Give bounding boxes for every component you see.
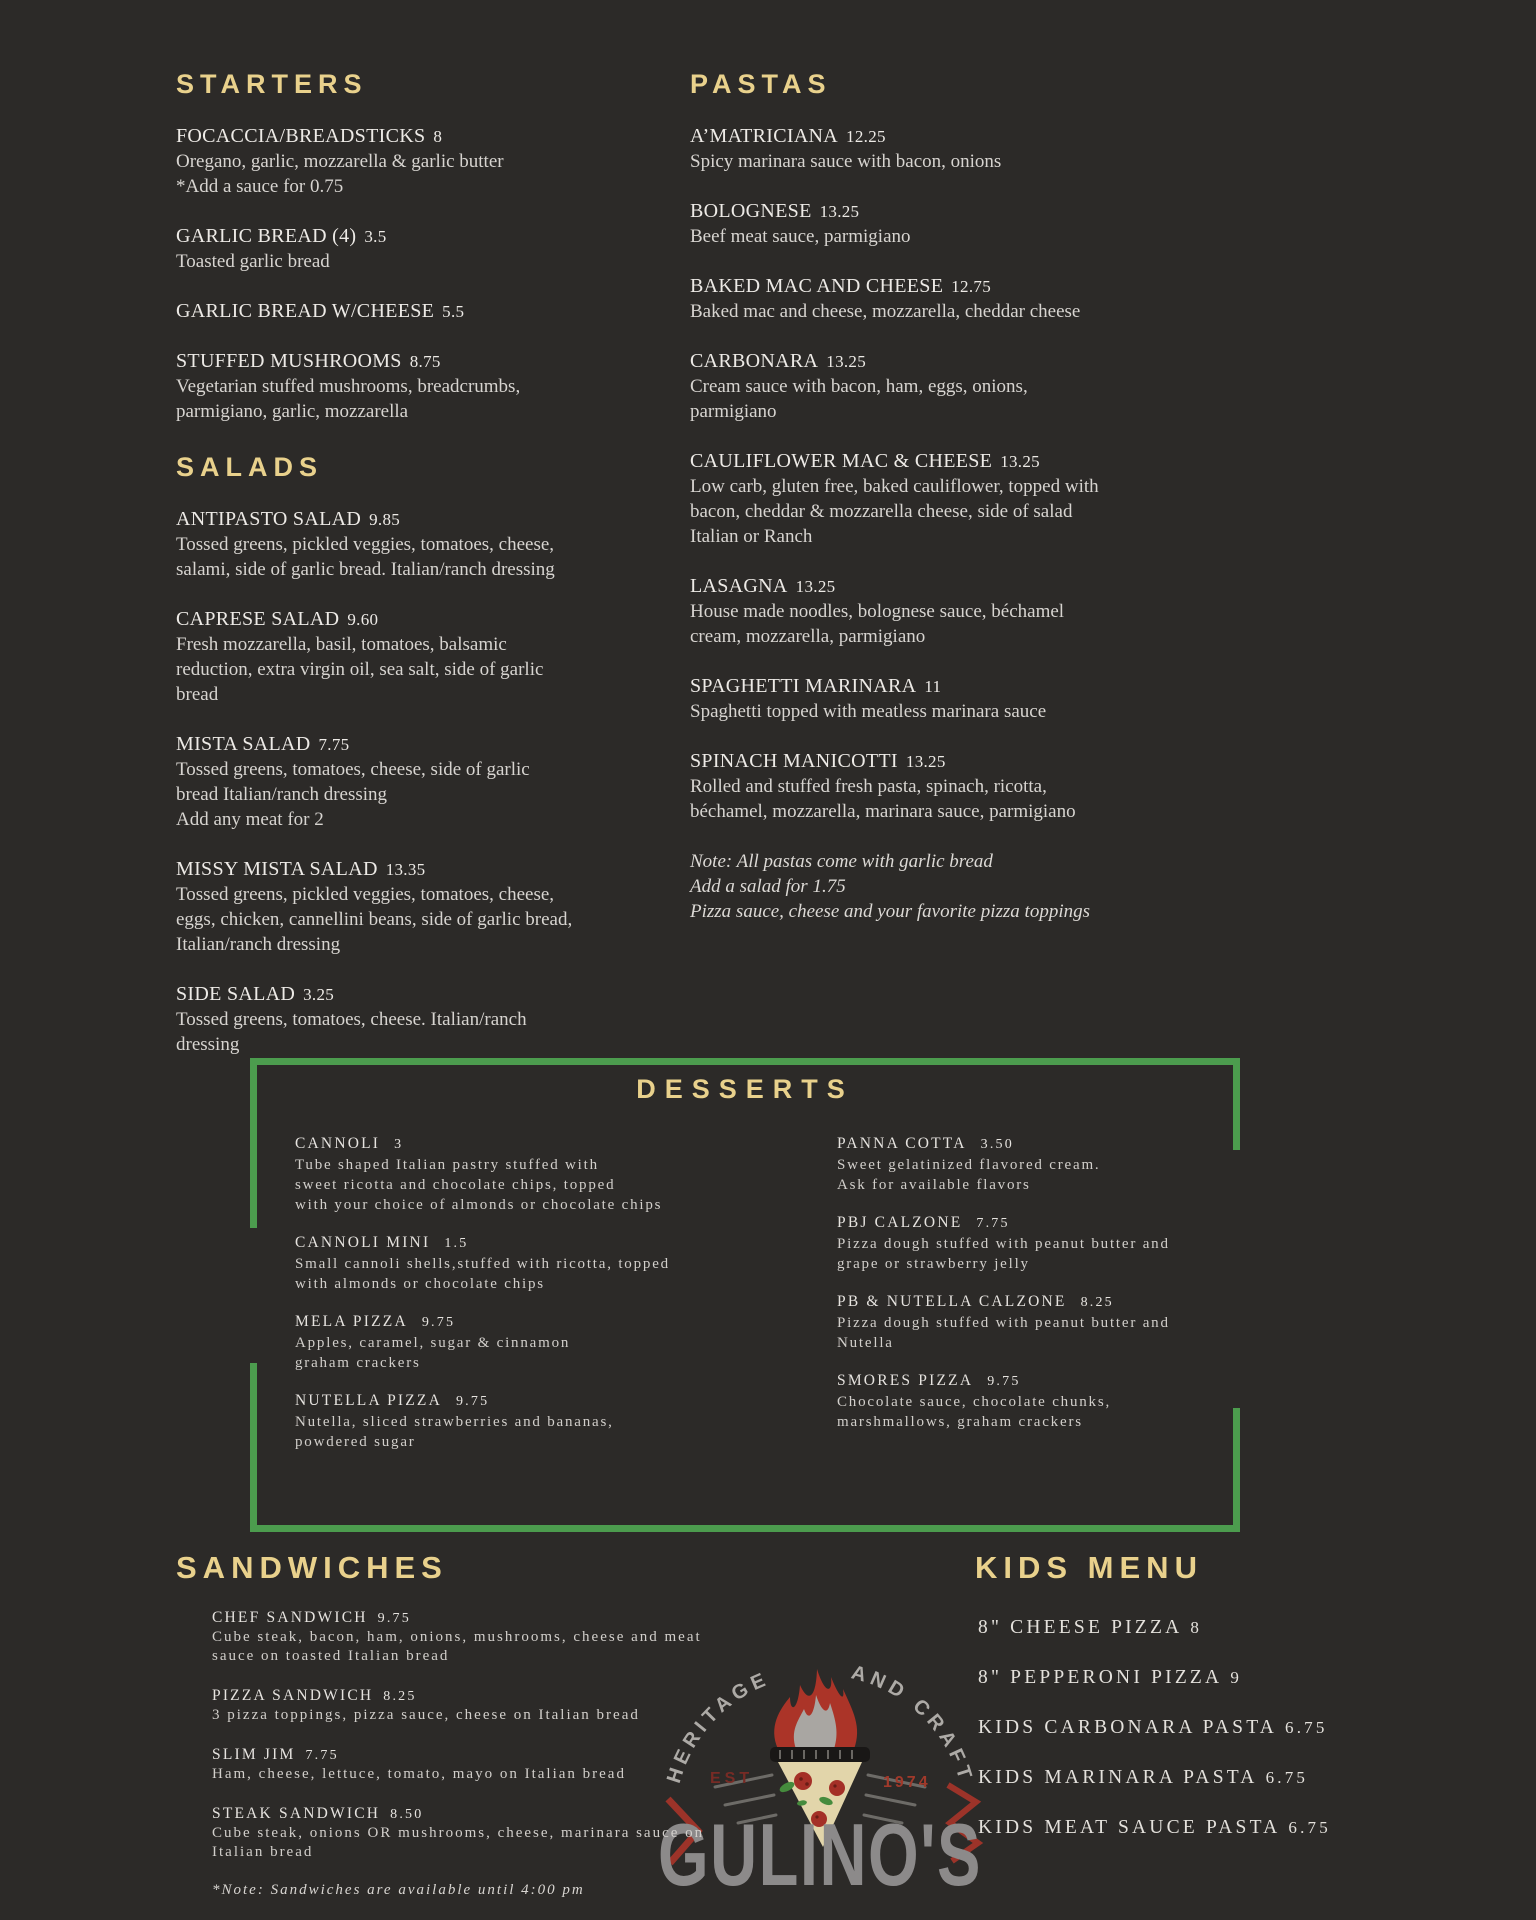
item-name: PB & NUTELLA CALZONE <box>837 1293 1067 1310</box>
item-name: FOCACCIA/BREADSTICKS <box>176 125 426 147</box>
item-name: PBJ CALZONE <box>837 1214 963 1231</box>
item-desc <box>837 1313 1220 1353</box>
left-column <box>176 66 681 1082</box>
item-desc <box>690 149 1268 174</box>
item-desc-line: Add any meat for 2 <box>176 809 324 830</box>
item-title <box>978 1716 1475 1740</box>
pastas-list <box>690 124 1268 824</box>
item-price: 12.25 <box>846 127 886 146</box>
item-desc <box>837 1234 1220 1274</box>
item-desc <box>176 249 681 274</box>
menu-item <box>978 1716 1475 1740</box>
item-desc-line: Baked mac and cheese, mozzarella, cheddar cheese <box>690 301 1081 322</box>
desserts-border-top <box>250 1058 1240 1065</box>
menu-item <box>212 1686 796 1725</box>
item-desc-line: salami, side of garlic bread. Italian/ranch dressing <box>176 559 555 580</box>
item-name: NUTELLA PIZZA <box>295 1392 442 1409</box>
item-name: BOLOGNESE <box>690 200 812 222</box>
item-name: SMORES PIZZA <box>837 1372 974 1389</box>
item-desc-line: Spicy marinara sauce with bacon, onions <box>690 151 1002 172</box>
item-price: 6.75 <box>1285 1718 1328 1737</box>
item-price: 9.85 <box>369 510 401 529</box>
item-price: 13.25 <box>1000 452 1040 471</box>
item-name: CANNOLI MINI <box>295 1234 431 1251</box>
item-price: 1.5 <box>444 1236 469 1251</box>
kids-menu-heading: KIDS MENU <box>975 1550 1203 1585</box>
item-desc-line: Spaghetti topped with meatless marinara sauce <box>690 701 1047 722</box>
item-price: 5.5 <box>442 302 465 321</box>
item-name: SIDE SALAD <box>176 983 296 1005</box>
item-desc-line: sweet ricotta and chocolate chips, topped <box>295 1177 616 1193</box>
item-title <box>176 224 681 249</box>
item-title <box>837 1134 1220 1155</box>
item-desc <box>690 299 1268 324</box>
item-desc-line: grape or strawberry jelly <box>837 1256 1030 1272</box>
item-desc-line: *Add a sauce for 0.75 <box>176 176 344 197</box>
logo-arc-left-text: HERITAGE <box>662 1667 774 1786</box>
item-desc-line: Rolled and stuffed fresh pasta, spinach, ricotta, <box>690 776 1047 797</box>
item-title <box>978 1766 1475 1790</box>
desserts-right-list <box>837 1134 1220 1470</box>
sandwiches-list <box>212 1608 796 1862</box>
item-title <box>690 574 1268 599</box>
menu-item <box>690 124 1268 174</box>
item-desc-line: Small cannoli shells,stuffed with ricotta, topped <box>295 1256 670 1272</box>
item-name: PIZZA SANDWICH <box>212 1687 374 1704</box>
item-title <box>176 982 681 1007</box>
logo-est-text: EST <box>710 1770 754 1787</box>
menu-item <box>176 507 681 582</box>
item-title <box>176 857 681 882</box>
salads-heading: SALADS <box>176 452 324 482</box>
item-desc-line: 3 pizza toppings, pizza sauce, cheese on Italian bread <box>212 1707 640 1723</box>
menu-item <box>176 224 681 274</box>
item-desc <box>176 882 681 957</box>
item-desc-line: Pizza dough stuffed with peanut butter and <box>837 1315 1170 1331</box>
item-price: 6.75 <box>1288 1818 1331 1837</box>
item-name: SPINACH MANICOTTI <box>690 750 898 772</box>
item-name: CHEF SANDWICH <box>212 1609 368 1626</box>
item-price: 9.75 <box>421 1315 456 1330</box>
item-desc <box>176 1007 681 1057</box>
pastas-heading: PASTAS <box>690 69 832 99</box>
item-desc <box>176 632 681 707</box>
item-desc <box>295 1412 837 1452</box>
item-desc-line: Italian/ranch dressing <box>176 934 341 955</box>
item-desc-line: Nutella, sliced strawberries and bananas, <box>295 1414 614 1430</box>
item-desc-line: Tube shaped Italian pastry stuffed with <box>295 1157 599 1173</box>
menu-item <box>212 1804 796 1862</box>
item-name: 8" PEPPERONI PIZZA <box>978 1667 1223 1688</box>
item-title <box>690 349 1268 374</box>
item-desc-line: Sweet gelatinized flavored cream. <box>837 1157 1101 1173</box>
item-title <box>176 732 681 757</box>
item-desc-line: Pizza dough stuffed with peanut butter and <box>837 1236 1170 1252</box>
item-desc-line: bread Italian/ranch dressing <box>176 784 388 805</box>
item-desc-line: Fresh mozzarella, basil, tomatoes, balsamic <box>176 634 507 655</box>
item-desc-line: with your choice of almonds or chocolate chips <box>295 1197 663 1213</box>
item-title <box>837 1371 1220 1392</box>
item-price: 8 <box>433 127 443 146</box>
item-price: 3.5 <box>364 227 387 246</box>
menu-item <box>176 982 681 1057</box>
item-desc-line: Low carb, gluten free, baked cauliflower, topped with <box>690 476 1099 497</box>
menu-item <box>837 1213 1220 1274</box>
note-line: Pizza sauce, cheese and your favorite pizza toppings <box>690 901 1091 922</box>
item-name: A’MATRICIANA <box>690 125 839 147</box>
item-desc-line: Chocolate sauce, chocolate chunks, <box>837 1394 1112 1410</box>
item-price: 9.60 <box>347 610 379 629</box>
kids-menu-section <box>975 1548 1475 1866</box>
desserts-heading: DESSERTS <box>636 1074 854 1104</box>
item-name: KIDS MEAT SAUCE PASTA <box>978 1817 1281 1838</box>
sandwiches-note: *Note: Sandwiches are available until 4:00 pm <box>212 1882 585 1898</box>
item-price: 13.25 <box>905 752 946 771</box>
item-price: 13.25 <box>795 577 836 596</box>
item-name: KIDS MARINARA PASTA <box>978 1767 1258 1788</box>
item-name: MISTA SALAD <box>176 733 311 755</box>
item-desc-line: bacon, cheddar & mozzarella cheese, side of salad <box>690 501 1073 522</box>
item-name: CANNOLI <box>295 1135 381 1152</box>
menu-item <box>295 1233 837 1294</box>
desserts-section <box>250 1058 1240 1532</box>
item-name: SPAGHETTI MARINARA <box>690 675 917 697</box>
item-desc <box>212 1706 796 1725</box>
item-title <box>176 349 681 374</box>
desserts-left-list <box>295 1134 837 1470</box>
item-price: 13.35 <box>385 860 426 879</box>
item-desc-line: cream, mozzarella, parmigiano <box>690 626 926 647</box>
menu-item <box>690 449 1268 549</box>
item-desc <box>690 599 1268 649</box>
note-line: Add a salad for 1.75 <box>690 876 846 897</box>
item-price: 8.25 <box>1080 1295 1114 1310</box>
item-title <box>690 449 1268 474</box>
item-name: CAPRESE SALAD <box>176 608 340 630</box>
item-desc <box>837 1155 1220 1195</box>
menu-item <box>295 1391 837 1452</box>
item-title <box>690 749 1268 774</box>
item-desc-line: with almonds or chocolate chips <box>295 1276 545 1292</box>
item-title <box>176 124 681 149</box>
note-line: Note: All pastas come with garlic bread <box>690 851 993 872</box>
item-desc <box>212 1765 796 1784</box>
right-column <box>690 66 1268 924</box>
item-name: SLIM JIM <box>212 1746 296 1763</box>
item-title <box>690 674 1268 699</box>
item-desc <box>176 149 681 199</box>
menu-item <box>978 1766 1475 1790</box>
item-name: CAULIFLOWER MAC & CHEESE <box>690 450 993 472</box>
item-price: 9.75 <box>377 1611 411 1626</box>
item-name: 8" CHEESE PIZZA <box>978 1617 1183 1638</box>
item-desc <box>295 1254 837 1294</box>
item-price: 9 <box>1230 1668 1243 1687</box>
item-price: 3.50 <box>980 1137 1014 1152</box>
item-desc <box>176 532 681 582</box>
kids-menu-list <box>978 1616 1475 1840</box>
item-desc-line: Ham, cheese, lettuce, tomato, mayo on Italian bread <box>212 1766 626 1782</box>
item-desc-line: graham crackers <box>295 1355 421 1371</box>
pastas-note <box>690 849 1268 924</box>
logo-arc-right-text: AND CRAFT <box>848 1661 978 1787</box>
item-desc-line: Tossed greens, tomatoes, cheese. Italian/ranch <box>176 1009 527 1030</box>
item-name: LASAGNA <box>690 575 788 597</box>
item-name: MELA PIZZA <box>295 1313 408 1330</box>
menu-item <box>837 1292 1220 1353</box>
item-desc <box>690 699 1268 724</box>
item-price: 12.75 <box>951 277 991 296</box>
item-name: BAKED MAC AND CHEESE <box>690 275 944 297</box>
item-name: GARLIC BREAD W/CHEESE <box>176 300 435 322</box>
item-desc-line: béchamel, mozzarella, marinara sauce, parmigiano <box>690 801 1076 822</box>
item-price: 8 <box>1190 1618 1203 1637</box>
menu-item <box>978 1666 1475 1690</box>
item-title <box>295 1233 837 1254</box>
menu-item <box>176 607 681 707</box>
item-desc <box>295 1155 837 1215</box>
item-price: 9.75 <box>987 1374 1021 1389</box>
item-price: 7.75 <box>976 1216 1010 1231</box>
menu-item <box>837 1134 1220 1195</box>
item-desc <box>176 757 681 832</box>
item-desc-line: Toasted garlic bread <box>176 251 330 272</box>
item-desc-line: parmigiano, garlic, mozzarella <box>176 401 409 422</box>
item-desc-line: marshmallows, graham crackers <box>837 1414 1083 1430</box>
item-desc <box>690 474 1268 549</box>
item-title <box>690 274 1268 299</box>
item-desc-line: sauce on toasted Italian bread <box>212 1648 450 1664</box>
item-price: 8.50 <box>390 1807 424 1822</box>
menu-item <box>212 1608 796 1666</box>
item-desc <box>295 1333 837 1373</box>
item-desc-line: Italian bread <box>212 1844 314 1860</box>
item-desc-line: Ask for available flavors <box>837 1177 1031 1193</box>
menu-item <box>176 124 681 199</box>
desserts-border-left-upper <box>250 1058 257 1228</box>
item-desc-line: Cube steak, bacon, ham, onions, mushrooms, cheese and meat <box>212 1629 702 1645</box>
item-name: KIDS CARBONARA PASTA <box>978 1717 1278 1738</box>
menu-item <box>690 349 1268 424</box>
item-desc-line: Tossed greens, pickled veggies, tomatoes, cheese, <box>176 534 555 555</box>
item-title <box>176 299 681 324</box>
item-desc-line: Italian or Ranch <box>690 526 813 547</box>
item-title <box>212 1686 796 1706</box>
item-price: 8.25 <box>383 1689 417 1704</box>
item-desc-line: reduction, extra virgin oil, sea salt, side of garlic <box>176 659 544 680</box>
item-desc-line: bread <box>176 684 219 705</box>
item-desc-line: dressing <box>176 1034 240 1055</box>
item-name: PANNA COTTA <box>837 1135 967 1152</box>
item-name: ANTIPASTO SALAD <box>176 508 362 530</box>
item-desc <box>690 774 1268 824</box>
item-name: CARBONARA <box>690 350 819 372</box>
item-desc-line: Apples, caramel, sugar & cinnamon <box>295 1335 571 1351</box>
item-desc-line: Cream sauce with bacon, ham, eggs, onions, <box>690 376 1028 397</box>
starters-heading: STARTERS <box>176 69 368 99</box>
sandwiches-section <box>176 1548 796 1899</box>
item-title <box>978 1816 1475 1840</box>
item-price: 13.25 <box>826 352 867 371</box>
item-desc-line: powdered sugar <box>295 1434 416 1450</box>
item-desc-line: parmigiano <box>690 401 777 422</box>
item-title <box>978 1666 1475 1690</box>
logo-wordmark: GULINO'S <box>658 1806 982 1905</box>
item-price: 7.75 <box>305 1748 339 1763</box>
item-desc <box>176 374 681 424</box>
item-title <box>176 607 681 632</box>
item-title <box>837 1292 1220 1313</box>
menu-item <box>690 749 1268 824</box>
item-price: 6.75 <box>1265 1768 1309 1787</box>
item-title <box>690 199 1268 224</box>
item-desc <box>212 1628 796 1666</box>
menu-item <box>176 349 681 424</box>
desserts-border-left-lower <box>250 1363 257 1532</box>
item-title <box>837 1213 1220 1234</box>
item-name: STUFFED MUSHROOMS <box>176 350 402 372</box>
menu-item <box>690 674 1268 724</box>
item-price: 7.75 <box>318 735 350 754</box>
item-desc <box>212 1824 796 1862</box>
menu-item <box>295 1134 837 1215</box>
item-price: 3 <box>394 1137 404 1152</box>
item-price: 9.75 <box>455 1394 490 1409</box>
item-title <box>295 1312 837 1333</box>
logo-year-text: 1974 <box>883 1774 931 1791</box>
menu-item <box>176 732 681 832</box>
desserts-border-right-lower <box>1233 1408 1240 1532</box>
menu-item <box>690 574 1268 649</box>
starters-list <box>176 124 681 424</box>
item-desc-line: Beef meat sauce, parmigiano <box>690 226 911 247</box>
item-price: 8.75 <box>409 352 441 371</box>
item-desc-line: Nutella <box>837 1335 894 1351</box>
menu-item <box>978 1816 1475 1840</box>
desserts-border-bottom <box>250 1525 1240 1532</box>
menu-item <box>978 1616 1475 1640</box>
item-title <box>690 124 1268 149</box>
item-name: STEAK SANDWICH <box>212 1805 381 1822</box>
menu-item <box>837 1371 1220 1432</box>
sandwiches-heading: SANDWICHES <box>176 1550 448 1585</box>
item-title <box>295 1134 837 1155</box>
item-name: GARLIC BREAD (4) <box>176 225 357 247</box>
item-price: 3.25 <box>303 985 335 1004</box>
item-title <box>212 1608 796 1628</box>
item-title <box>295 1391 837 1412</box>
item-title <box>212 1745 796 1765</box>
item-desc-line: Tossed greens, tomatoes, cheese, side of garlic <box>176 759 530 780</box>
item-desc-line: Tossed greens, pickled veggies, tomatoes, cheese, <box>176 884 555 905</box>
item-name: MISSY MISTA SALAD <box>176 858 378 880</box>
item-desc <box>690 224 1268 249</box>
item-desc-line: House made noodles, bolognese sauce, béchamel <box>690 601 1065 622</box>
item-desc <box>837 1392 1220 1432</box>
menu-item <box>176 299 681 324</box>
menu-item <box>176 857 681 957</box>
menu-item <box>295 1312 837 1373</box>
menu-item <box>690 274 1268 324</box>
item-desc <box>690 374 1268 424</box>
item-title <box>176 507 681 532</box>
item-title <box>212 1804 796 1824</box>
menu-item <box>690 199 1268 249</box>
item-desc-line: eggs, chicken, cannellini beans, side of garlic bread, <box>176 909 573 930</box>
item-desc-line: Cube steak, onions OR mushrooms, cheese, marinara sauce on <box>212 1825 705 1841</box>
item-price: 11 <box>924 677 942 696</box>
desserts-border-right-upper <box>1233 1058 1240 1150</box>
menu-item <box>212 1745 796 1784</box>
salads-list <box>176 507 681 1057</box>
item-price: 13.25 <box>819 202 860 221</box>
item-desc-line: Vegetarian stuffed mushrooms, breadcrumbs, <box>176 376 521 397</box>
desserts-columns <box>250 1134 1240 1470</box>
item-desc-line: Oregano, garlic, mozzarella & garlic butter <box>176 151 504 172</box>
item-title <box>978 1616 1475 1640</box>
